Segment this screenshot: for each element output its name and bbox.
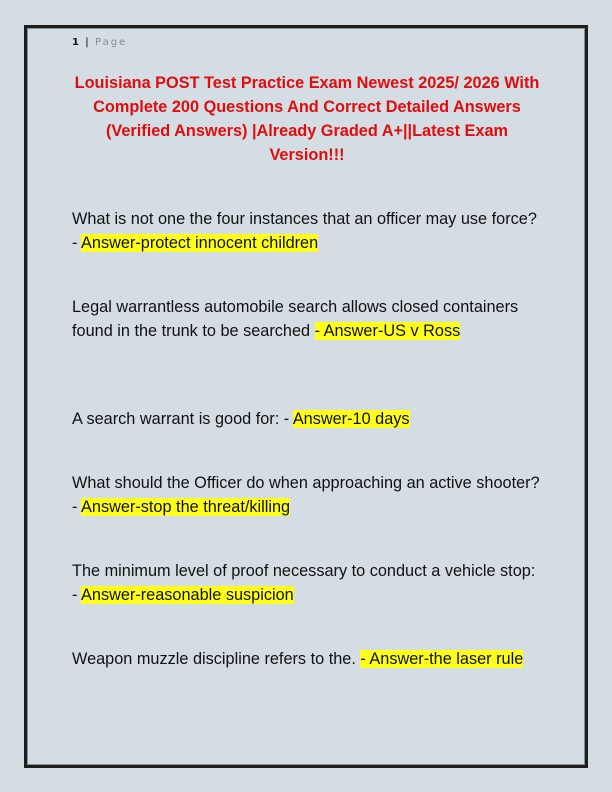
document-title: Louisiana POST Test Practice Exam Newest 2025/ 2026 With Complete 200 Questions And Correct Detailed Answers (Verified Answers) |Already Graded A+||Latest Exam Version!!! bbox=[74, 74, 540, 164]
question-text: What should the Officer do when approaching an active shooter? - bbox=[72, 474, 540, 516]
question-text: Legal warrantless automobile search allows closed containers found in the trunk to be searched bbox=[72, 298, 519, 340]
answer-highlight: Answer-10 days bbox=[292, 410, 410, 428]
answer-highlight: Answer-protect innocent children bbox=[81, 234, 319, 252]
qa-item-3 bbox=[72, 407, 542, 431]
qa-item-6 bbox=[72, 647, 542, 671]
page-number: 1 bbox=[72, 37, 80, 48]
answer-highlight: - Answer-US v Ross bbox=[314, 322, 461, 340]
question-text: The minimum level of proof necessary to conduct a vehicle stop: - bbox=[72, 562, 536, 604]
page-label: Page bbox=[95, 37, 128, 48]
qa-item-1 bbox=[72, 207, 542, 255]
question-text: A search warrant is good for: - bbox=[72, 410, 293, 428]
page-separator: | bbox=[85, 37, 90, 48]
question-text: What is not one the four instances that an officer may use force? - bbox=[72, 210, 537, 252]
answer-highlight: - Answer-the laser rule bbox=[360, 650, 524, 668]
qa-item-5 bbox=[72, 559, 542, 607]
page-number-header bbox=[72, 37, 127, 48]
qa-item-2 bbox=[72, 295, 542, 343]
answer-highlight: Answer-reasonable suspicion bbox=[81, 586, 294, 604]
answer-highlight: Answer-stop the threat/killing bbox=[81, 498, 291, 516]
question-text: Weapon muzzle discipline refers to the. bbox=[72, 650, 361, 668]
qa-item-4 bbox=[72, 471, 542, 519]
